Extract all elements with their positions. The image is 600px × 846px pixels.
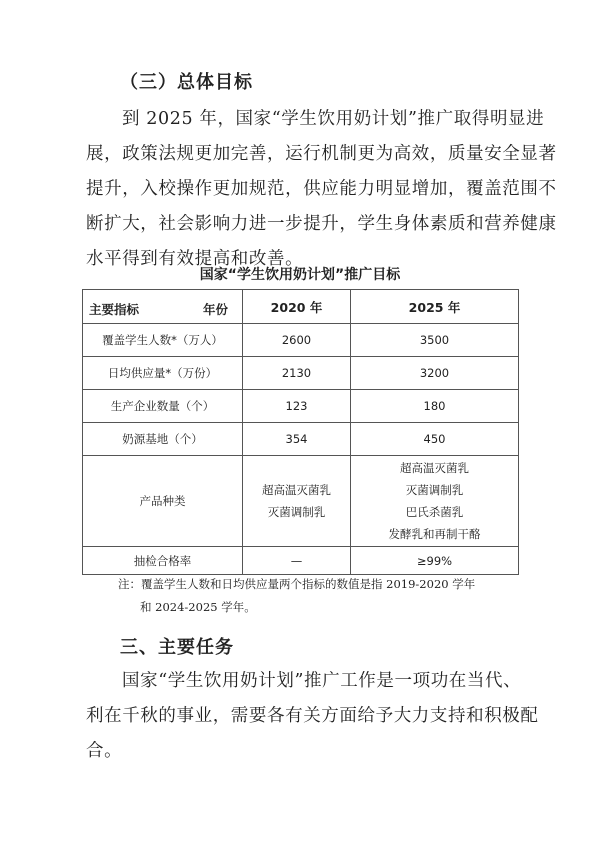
row-label: 奶源基地（个） [83,423,243,456]
main-tasks-heading: 三、主要任务 [120,637,234,658]
product-item: 发酵乳和再制干酪 [388,527,481,541]
overall-goal-paragraph [86,102,557,277]
indicator-header: 主要指标 [89,302,140,317]
note-line: 和 2024-2025 学年。 [140,600,256,614]
row-label: 日均供应量*（万份） [83,357,243,390]
value-2020: — [243,547,351,575]
main-tasks-paragraph [86,664,539,769]
row-label: 生产企业数量（个） [83,390,243,423]
value-2020: 2130 [243,357,351,390]
products-2025 [351,456,519,547]
paragraph-line: 展，政策法规更加完善，运行机制更为高效，质量安全显著 [86,144,557,164]
column-header-2025: 2025 年 [351,290,519,324]
product-item: 巴氏杀菌乳 [405,505,464,519]
product-item: 灭菌调制乳 [405,483,464,497]
table-row [83,357,519,390]
year-header: 年份 [202,302,228,317]
row-label: 产品种类 [83,456,243,547]
note-line: 注：覆盖学生人数和日均供应量两个指标的数值是指 2019-2020 学年 [118,577,476,591]
product-item: 灭菌调制乳 [267,505,326,519]
value-2025: ≥99% [351,547,519,575]
value-2025: 180 [351,390,519,423]
value-2025: 3200 [351,357,519,390]
column-header-2020: 2020 年 [243,290,351,324]
value-2020: 2600 [243,324,351,357]
value-2025: 450 [351,423,519,456]
row-label: 覆盖学生人数*（万人） [83,324,243,357]
product-item: 超高温灭菌乳 [400,461,469,475]
corner-header-cell [83,290,243,324]
table-title: 国家“学生饮用奶计划”推广目标 [199,267,401,283]
table-note [118,573,475,619]
paragraph-line: 合。 [86,741,123,761]
value-2020: 354 [243,423,351,456]
table-row [83,423,519,456]
paragraph-line: 断扩大，社会影响力进一步提升，学生身体素质和营养健康 [86,214,557,234]
product-item: 超高温灭菌乳 [262,483,331,497]
overall-goal-heading: （三）总体目标 [120,72,253,93]
table-row [83,324,519,357]
paragraph-line: 利在千秋的事业，需要各有关方面给予大力支持和积极配 [86,706,539,726]
paragraph-line: 国家“学生饮用奶计划”推广工作是一项功在当代、 [122,671,522,691]
row-label: 抽检合格率 [83,547,243,575]
value-2025: 3500 [351,324,519,357]
promotion-goals-table [82,289,519,575]
paragraph-line: 水平得到有效提高和改善。 [86,249,304,269]
table-header-row [83,290,519,324]
products-2020 [243,456,351,547]
table-row [83,390,519,423]
table-row [83,547,519,575]
paragraph-line: 到 2025 年，国家“学生饮用奶计划”推广取得明显进 [122,109,545,129]
paragraph-line: 提升，入校操作更加规范，供应能力明显增加，覆盖范围不 [86,179,557,199]
value-2020: 123 [243,390,351,423]
product-types-row [83,456,519,547]
